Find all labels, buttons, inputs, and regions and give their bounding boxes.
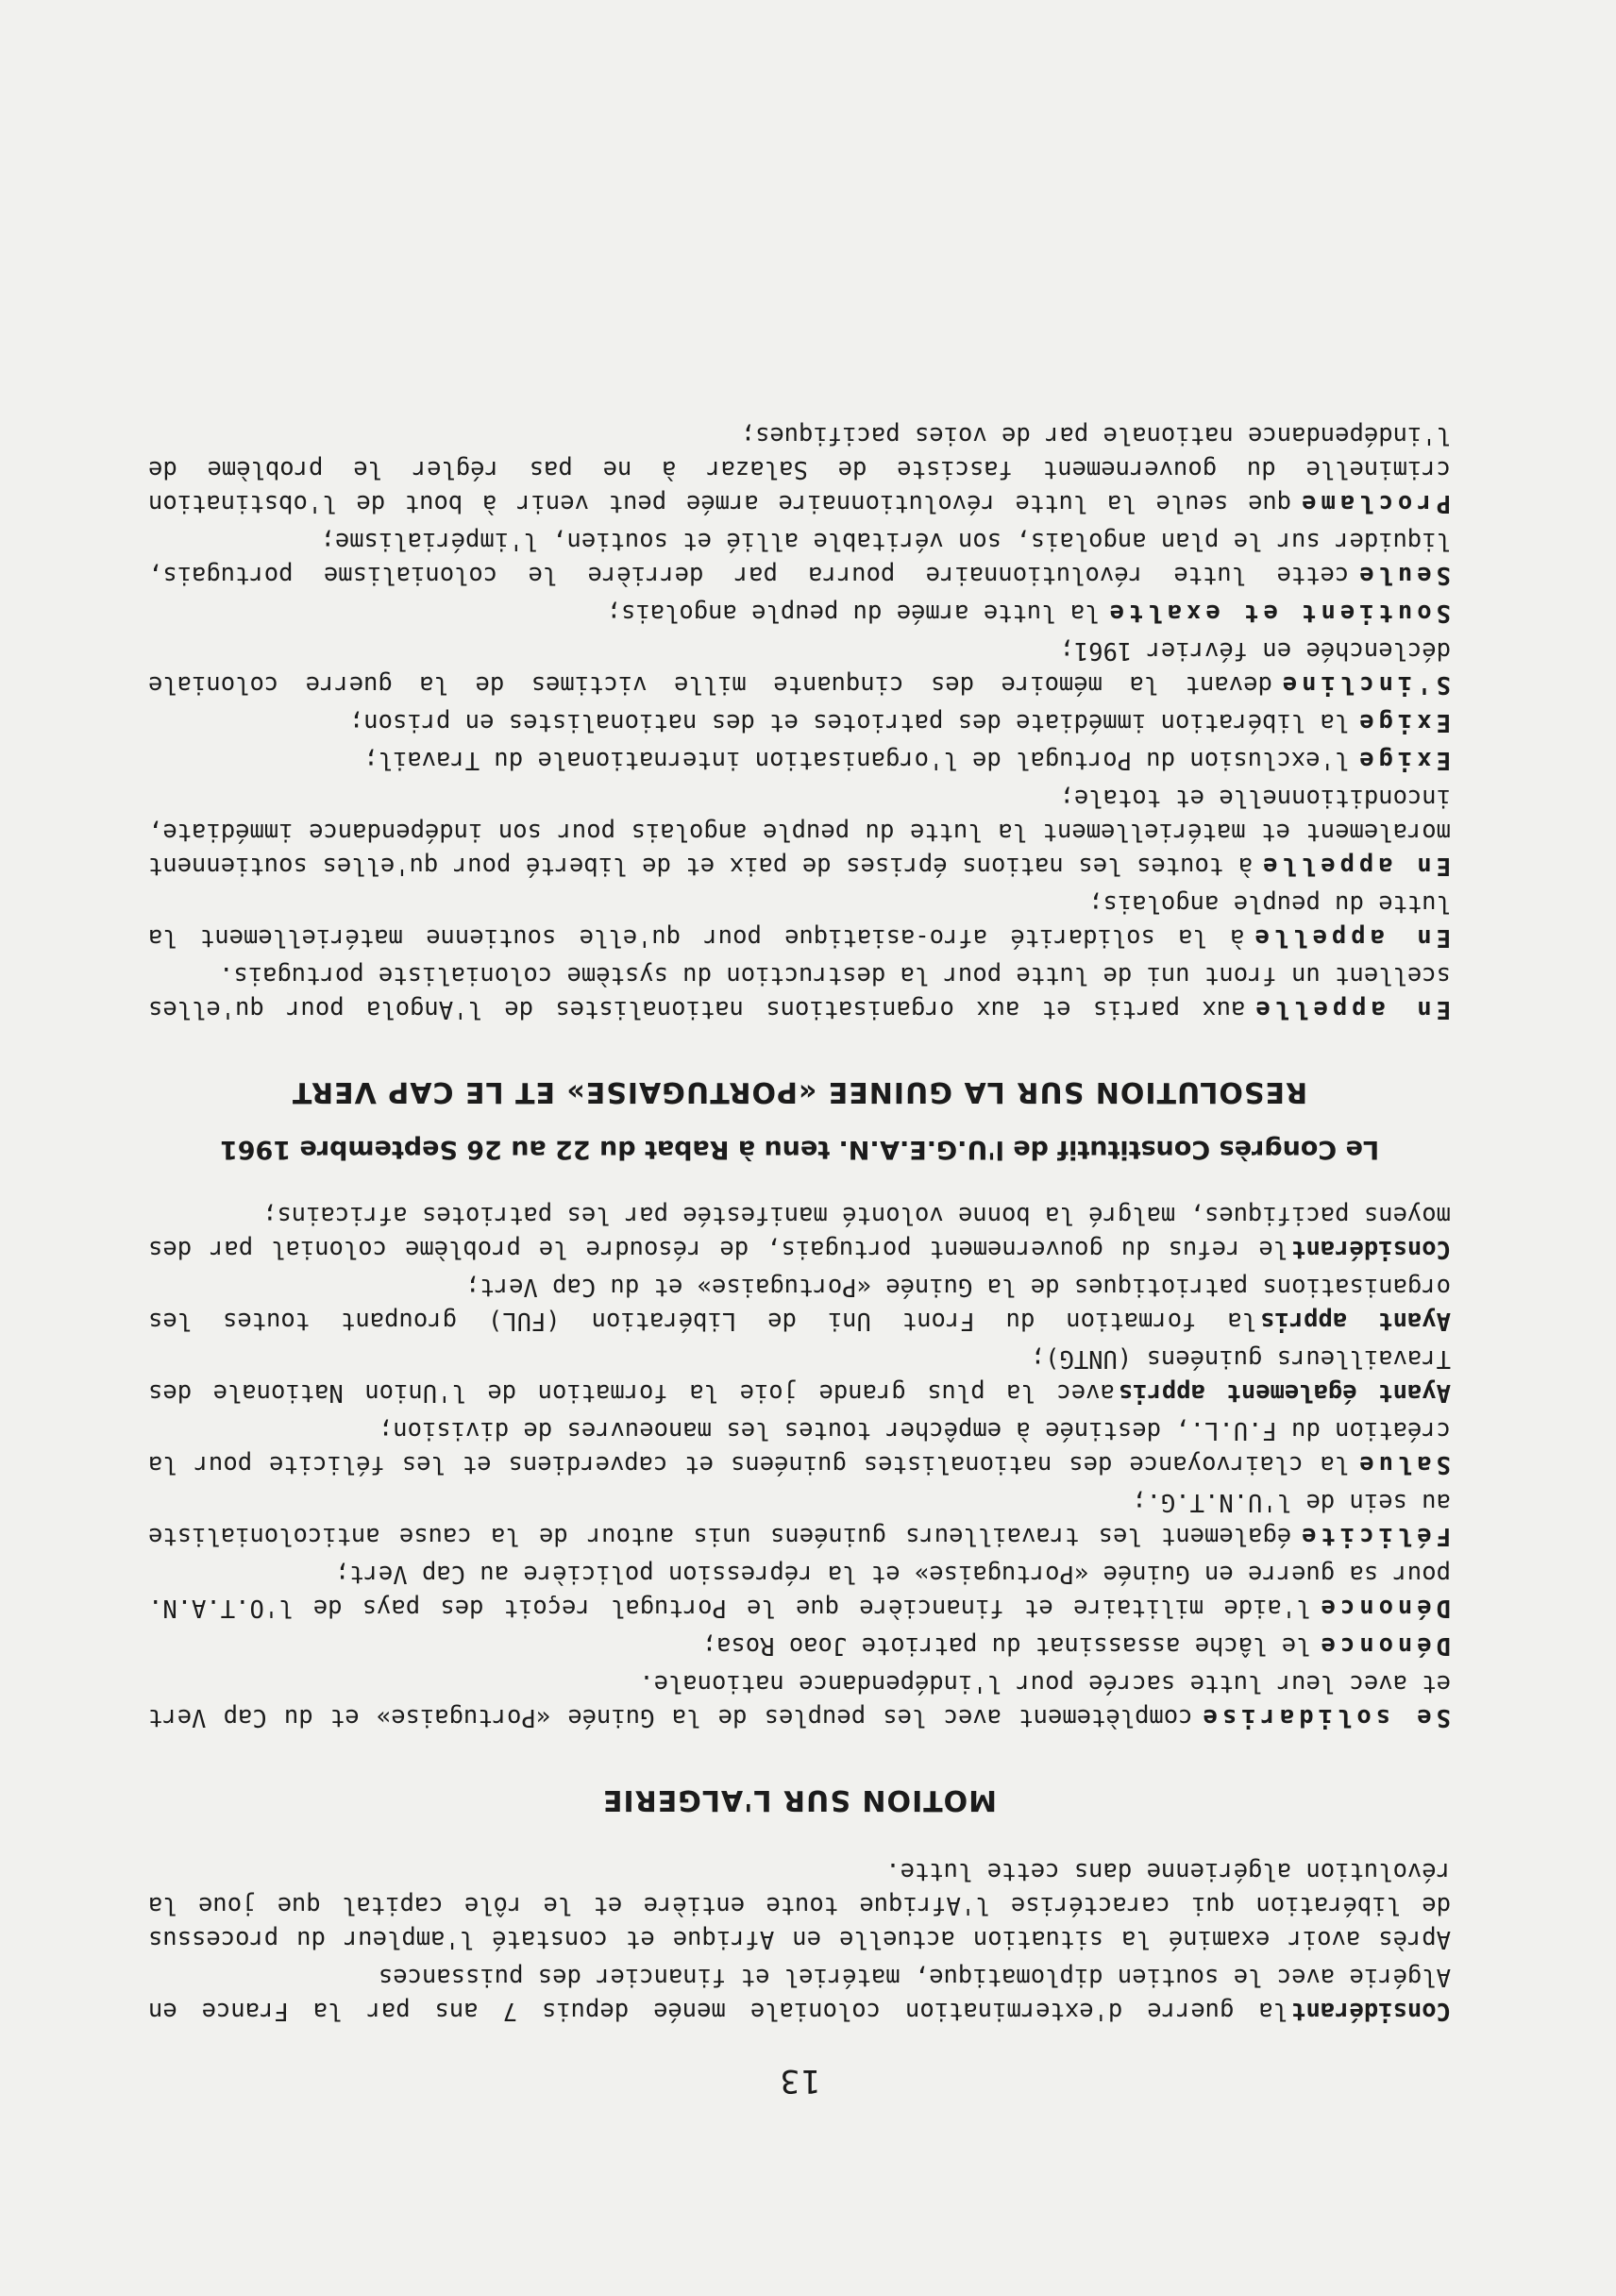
algeria-heading: MOTION SUR L'ALGERIE bbox=[601, 1783, 998, 1816]
guinea-c4: Saluela clairvoyance des nationalistes guinéens et capverdiens et les félicite pour la création du F.U.L., destinée à empêcher toutes les manoeuvres de division; bbox=[148, 1416, 1451, 1478]
guinea-c3: Ayant également apprisavec la plus grande joie la formation de l'Union Nationale des Travailleurs guinéens (UNTG); bbox=[148, 1344, 1451, 1407]
angola-a7: En appelleà toutes les nations éprises de paix et de liberté pour qu'elles soutiennent moralement et matériellement la lutte du peuple angolais pour son indépendance immédiate, inconditionnelle et totale; bbox=[148, 784, 1451, 880]
page-number: 13 bbox=[778, 2062, 821, 2100]
angola-a2: Seulecette lutte révolutionnaire pourra par derrière le colonialisme portugais, liquider sur le plan angolais, son véritable allié et soutien, l'impérialisme; bbox=[148, 527, 1451, 589]
angola-a3: Soutient et exaltela lutte armée du peuple angolais; bbox=[606, 599, 1451, 627]
angola-a8: En appelleà la solidarité afro-asiatique pour qu'elle soutienne matériellement la lutte du peuple angolais; bbox=[148, 889, 1451, 952]
guinea-c8: Se solidarisecomplètement avec les peuples de la Guinée «Portugaise» et du Cap Vert et avec leur lutte sacrée pour l'indépendance nationale. bbox=[148, 1669, 1451, 1731]
angola-a9: En appelleaux partis et aux organisations nationalistes de l'Angola pour qu'elles scellent un front uni de lutte pour la destruction du système colonialiste portugais. bbox=[148, 961, 1451, 1023]
keyword: Considérant bbox=[1291, 1997, 1451, 2025]
angola-a4: S'inclinedevant la mémoire des cinquante mille victimes de la guerre coloniale déclenchée en février 1961; bbox=[148, 636, 1451, 699]
guinea-c2: Ayant apprisla formation du Front Uni de Libération (FUL) groupant toutes les organisations patriotiques de la Guinée «Portugaise» et du Cap Vert; bbox=[148, 1273, 1451, 1335]
angola-a5: Exigela libération immédiate des patriotes et des nationalistes en prison; bbox=[348, 708, 1451, 736]
angola-a6: Exigel'exclusion du Portugal de l'organisation internationale du Travail; bbox=[363, 746, 1451, 774]
algeria-p2: Considérantla guerre d'extermination coloniale menée depuis 7 ans par la France en Algérie avec le soutien diplomatique, matériel et financier des puissances bbox=[148, 1963, 1451, 2025]
guinea-c6: Dénoncel'aide militaire et financière que le Portugal reçoit des pays de l'O.T.A.N. pour sa guerre en Guinée «Portugaise» et la répression policière au Cap Vert; bbox=[148, 1560, 1451, 1622]
guinea-heading: RESOLUTION SUR LA GUINEE «PORTUGAISE» ET LE CAP VERT bbox=[291, 1075, 1308, 1108]
guinea-c1: Considérantle refus du gouvernement portugais, de résoudre le problème colonial par des moyens pacifiques, malgré la bonne volonté manifestée par les patriotes africains; bbox=[148, 1201, 1451, 1263]
page-content bbox=[148, 418, 1451, 2100]
algeria-p1: Après avoir examiné la situation actuelle en Afrique et constaté l'ampleur du processus de libération qui caractérise l'Afrique toute entière et le rôle capital que joue la révolution algérienne dans cette lutte. bbox=[148, 1857, 1451, 1953]
guinea-subheading: Le Congrès Constitutif de l'U.G.E.A.N. tenu à Rabat du 22 au 26 Septembre 1961 bbox=[219, 1135, 1380, 1164]
guinea-c7: Dénoncele lâche assassinat du patriote Joao Rosa; bbox=[701, 1631, 1451, 1660]
guinea-c5: Féliciteégalement les travailleurs guinéens unis autour de la cause anticolonialiste au sein de l'U.N.T.G.; bbox=[148, 1488, 1451, 1550]
angola-a1: Proclameque seule la lutte révolutionnaire armée peut venir à bout de l'obstination criminelle du gouvernement fasciste de Salazar à ne pas régler le problème de l'indépendance nationale par de voies pacifiques; bbox=[148, 421, 1451, 517]
